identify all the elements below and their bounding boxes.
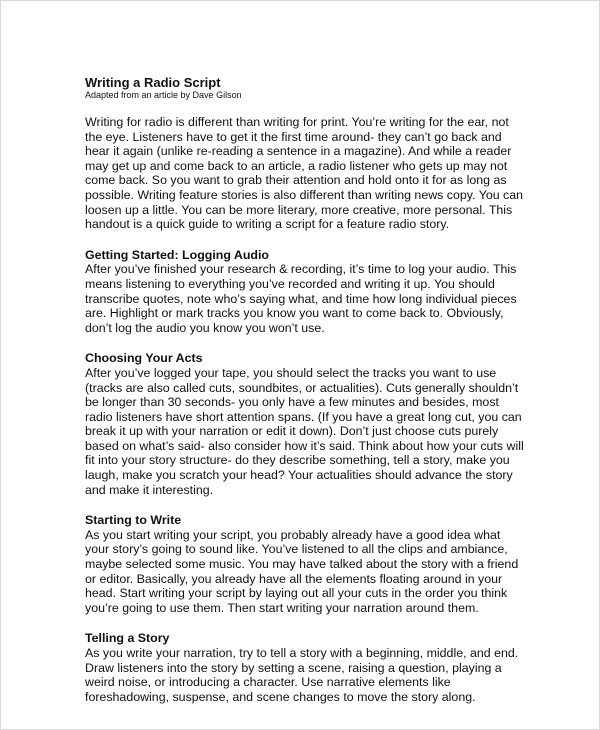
section-choosing-acts <box>85 351 525 497</box>
section-telling-a-story <box>85 631 525 704</box>
section-heading: Telling a Story <box>85 631 170 646</box>
section-starting-to-write <box>85 513 525 615</box>
document-subtitle: Adapted from an article by Dave Gilson <box>85 90 242 100</box>
section-body: After you’ve logged your tape, you should select the tracks you want to use (tracks are also called cuts, soundbites, or actualities). Cuts generally shouldn’t be longer than 30 seconds- you only have a few minutes and besides, most radio listeners have short attention spans. (If you have a great long cut, you can break it up with your narration or edit it down). Don’t just choose cuts purely based on what’s said- also consider how it’s said. Think about how your cuts will fit into your story structure- do they describe something, tell a story, make you laugh, make you scratch your head? Your actualities should advance the story and make it interesting. <box>85 365 524 497</box>
intro-paragraph: Writing for radio is different than writing for print. You’re writing for the ear, not the eye. Listeners have to get it the first time around- they can’t go back and hear it again (unlike re-reading a sentence in a magazine). And while a reader may get up and come back to an article, a radio listener who gets up may not come back. So you want to grab their attention and hold onto it for as long as possible. Writing feature stories is also different than writing news copy. You can loosen up a little. You can be more literary, more creative, more personal. This handout is a quick guide to writing a script for a feature radio story. <box>85 115 524 232</box>
section-logging-audio <box>85 248 525 336</box>
section-body: After you’ve finished your research & recording, it’s time to log your audio. This means listening to everything you’ve recorded and writing it up. You should transcribe quotes, note who’s saying what, and time how long individual pieces are. Highlight or mark tracks you know you want to come back to. Obviously, don’t log the audio you know you won’t use. <box>85 262 517 335</box>
section-heading: Choosing Your Acts <box>85 351 203 366</box>
section-body: As you start writing your script, you probably already have a good idea what your story’s going to sound like. You’ve listened to all the clips and ambiance, maybe selected some music. You may have talked about the story with a friend or editor. Basically, you already have all the elements floating around in your head. Start writing your script by laying out all your cuts in the order you think you’re going to use them. Then start writing your narration around them. <box>85 527 519 615</box>
section-heading: Starting to Write <box>85 513 182 528</box>
section-body: As you write your narration, try to tell a story with a beginning, middle, and end. Draw listeners into the story by setting a scene, raising a question, playing a weird noise, or introducing a character. Use narrative elements like foreshadowing, suspense, and scene changes to move the story along. <box>85 646 519 704</box>
document-content <box>85 75 525 720</box>
document-title: Writing a Radio Script <box>85 75 221 90</box>
section-heading: Getting Started: Logging Audio <box>85 247 269 262</box>
